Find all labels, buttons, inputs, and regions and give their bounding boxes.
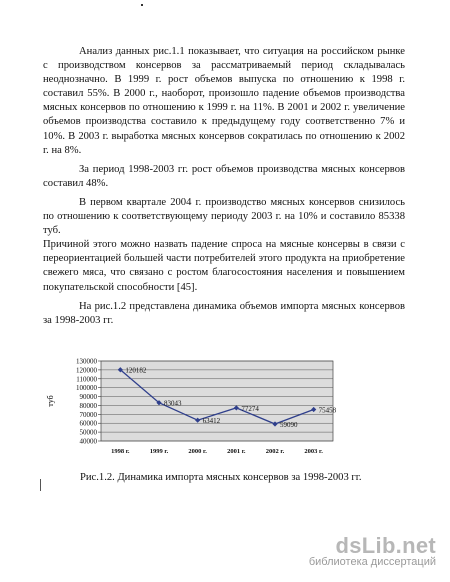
paragraph-1: Анализ данных рис.1.1 показывает, что ситуация на российском рынке с производством консервов за рассматриваемый период складывалась неоднозначно. В 1999 г. рост объемов выпуска по отношению к 1998 г. составил 55%. В 2000 г., наоборот, произошло падение объемов производства мясных консервов по отношению к 1999 г. на 11%. В 2001 и 2002 г. увеличение объемов производства составило к предыдущему году соответственно 7% и 10%. В 2003 г. выработка мясных консервов сократилась по отношению к 2002 г. на 8%. xyxy=(43,46,405,156)
margin-mark xyxy=(40,479,41,491)
watermark-subtitle: библиотека диссертаций xyxy=(308,556,436,568)
y-tick-label: 80000 xyxy=(79,401,97,410)
page-speck xyxy=(141,4,143,6)
y-tick-label: 100000 xyxy=(76,384,97,393)
y-tick-label: 120000 xyxy=(76,366,97,375)
y-tick-label: 90000 xyxy=(79,393,97,402)
x-tick-label: 2003 г. xyxy=(304,448,323,455)
paragraph-4: Причиной этого можно назвать падение спроса на мясные консервы в связи с переориентацией большей части потребителей этого продукта на приобретение свежего мяса, что связано с ростом благосостояния населения и повышением покупательской способности [45]. xyxy=(43,239,405,293)
x-tick-label: 1999 г. xyxy=(149,448,169,455)
data-label: 75458 xyxy=(318,406,337,415)
watermark-logo: dsLib.net xyxy=(335,533,436,558)
x-tick-label: 2002 г. xyxy=(265,448,285,455)
watermark xyxy=(309,533,436,568)
chart-svg xyxy=(43,355,343,467)
data-label: 120182 xyxy=(125,366,147,375)
y-tick-label: 60000 xyxy=(79,419,97,428)
y-tick-label: 70000 xyxy=(79,410,97,419)
data-label: 83043 xyxy=(164,399,182,408)
x-tick-label: 2000 г. xyxy=(188,448,207,455)
paragraph-5: На рис.1.2 представлена динамика объемов импорта мясных консервов за 1998-2003 гг. xyxy=(43,300,405,326)
y-tick-label: 50000 xyxy=(79,428,97,437)
paragraph-3: В первом квартале 2004 г. производство мясных консервов снизилось по отношению к соответствующему периоду 2003 г. на 10% и составило 85338 туб. xyxy=(43,196,405,237)
y-axis-label: туб xyxy=(46,395,55,407)
y-tick-label: 40000 xyxy=(79,437,97,446)
x-tick-label: 2001 г. xyxy=(227,448,246,455)
paragraph-2: За период 1998-2003 гг. рост объемов производства мясных консервов составил 48%. xyxy=(43,163,405,189)
body-text xyxy=(43,45,405,333)
import-chart xyxy=(43,355,343,472)
data-label: 59090 xyxy=(280,421,298,430)
figure-caption: Рис.1.2. Динамика импорта мясных консервов за 1998-2003 гг. xyxy=(80,472,362,483)
data-label: 77274 xyxy=(241,404,259,413)
x-tick-label: 1998 г. xyxy=(111,448,130,455)
y-tick-label: 110000 xyxy=(76,375,97,384)
data-label: 63412 xyxy=(202,417,221,426)
y-tick-label: 130000 xyxy=(76,357,97,366)
